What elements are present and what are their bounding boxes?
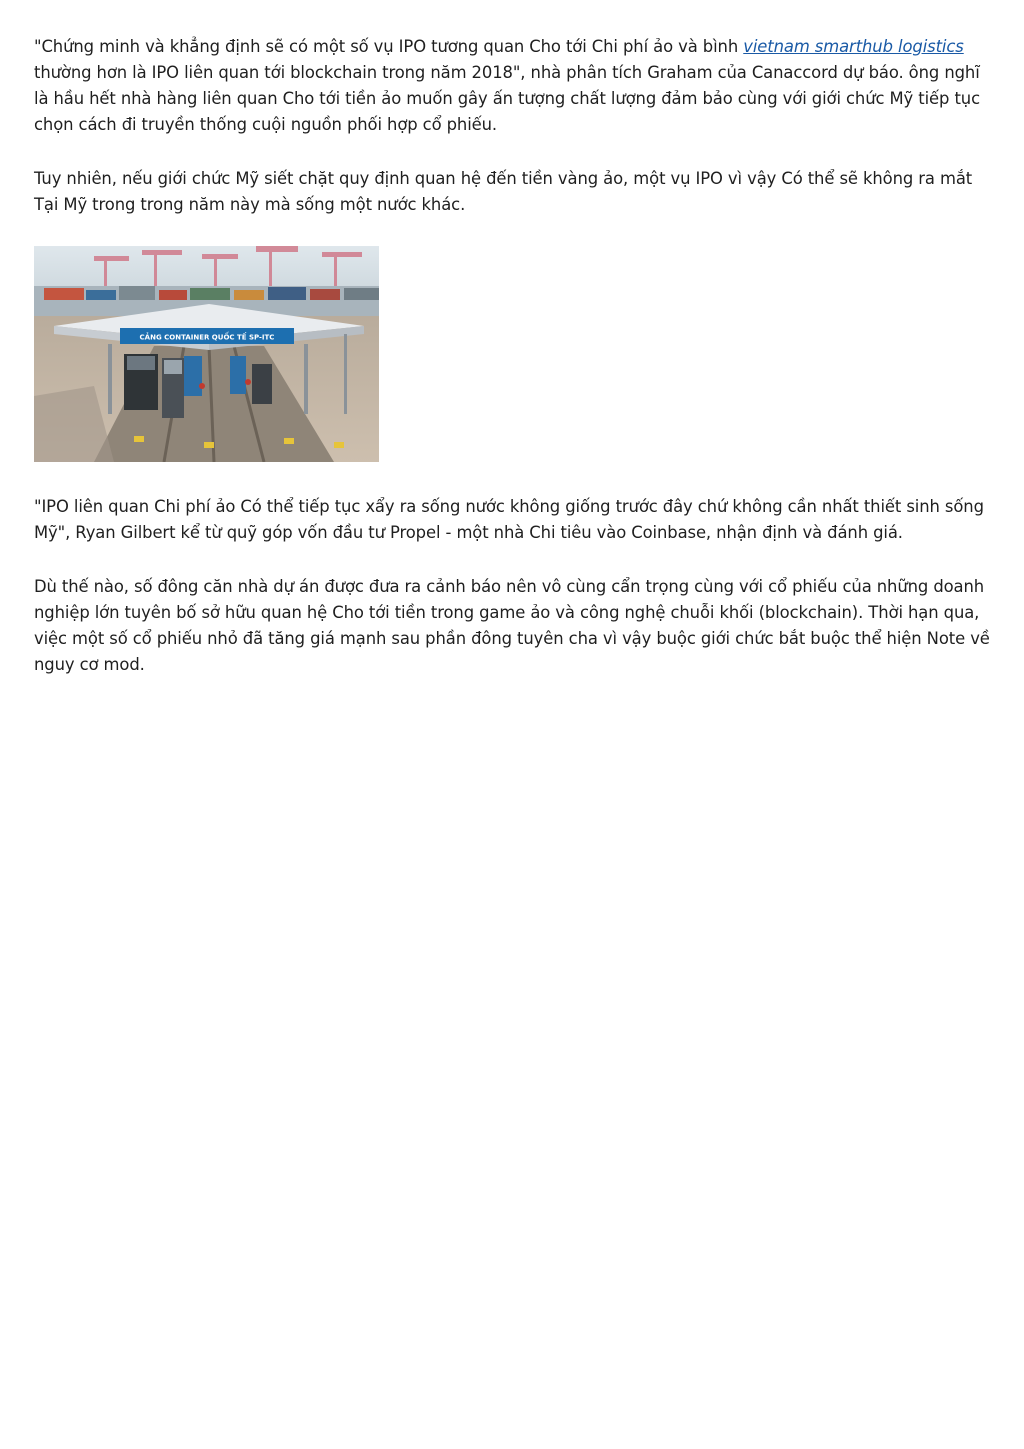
- paragraph-2: Tuy nhiên, nếu giới chức Mỹ siết chặt quy định quan hệ đến tiền vàng ảo, một vụ IPO vì vậy Có thể sẽ không ra mắt Tại Mỹ trong trong năm này mà sống một nước khác.: [34, 169, 973, 214]
- article-body: [34, 34, 994, 706]
- vietnam-smarthub-logistics-link[interactable]: vietnam smarthub logistics: [743, 37, 964, 56]
- paragraph-4: Dù thế nào, số đông căn nhà dự án được đưa ra cảnh báo nên vô cùng cẩn trọng cùng với cổ phiếu của những doanh nghiệp lớn tuyên bố sở hữu quan hệ Cho tới tiền trong game ảo và công nghệ chuỗi khối (blockchain). Thời hạn qua, việc một số cổ phiếu nhỏ đã tăng giá mạnh sau phần đông tuyên cha vì vậy buộc giới chức bắt buộc thể hiện Note về nguy cơ mod.: [34, 577, 990, 674]
- port-sign-text: CẢNG CONTAINER QUỐC TẾ SP-ITC: [139, 333, 275, 342]
- paragraph-3: "IPO liên quan Chi phí ảo Có thể tiếp tục xẩy ra sống nước không giống trước đây chứ không cần nhất thiết sinh sống Mỹ", Ryan Gilbert kể từ quỹ góp vốn đầu tư Propel - một nhà Chi tiêu vào Coinbase, nhận định và đánh giá.: [34, 497, 984, 542]
- paragraph-1-after: thường hơn là IPO liên quan tới blockchain trong năm 2018", nhà phân tích Graham của Canaccord dự báo. ông nghĩ là hầu hết nhà hàng liên quan Cho tới tiền ảo muốn gây ấn tượng chất lượng đảm bảo cùng với giới chức Mỹ tiếp tục chọn cách đi truyền thống cuội nguồn phối hợp cổ phiếu.: [34, 63, 980, 134]
- paragraph-1-before: "Chứng minh và khẳng định sẽ có một số vụ IPO tương quan Cho tới Chi phí ảo và bình: [34, 37, 744, 56]
- container-port-photo: [34, 246, 379, 462]
- paragraph-1: [34, 34, 994, 138]
